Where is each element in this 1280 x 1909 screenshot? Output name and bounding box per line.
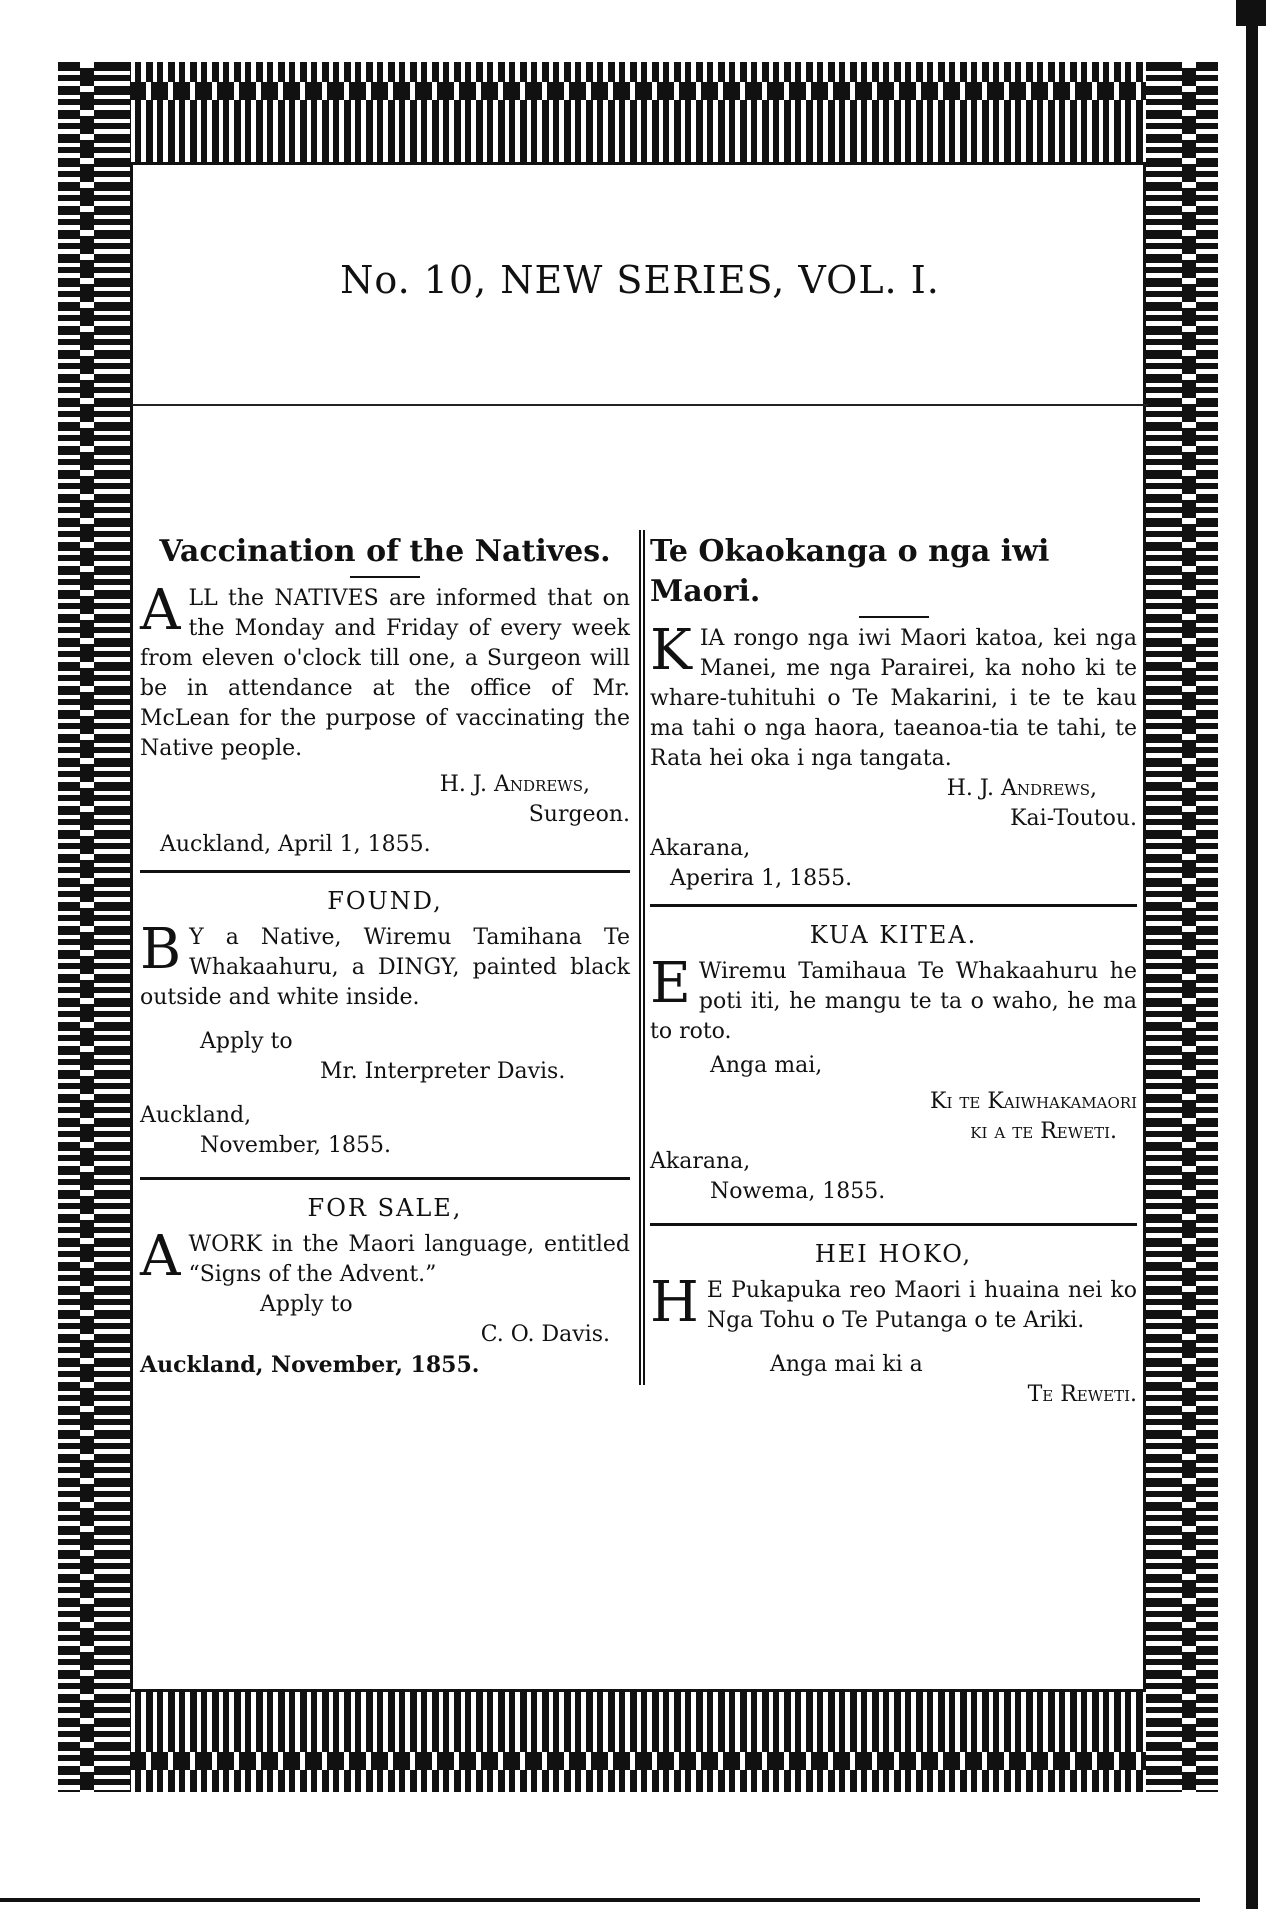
masthead-rule	[132, 404, 1148, 406]
date-maori: Aperira 1, 1855.	[670, 866, 853, 891]
page-edge-bottom	[0, 1898, 1200, 1902]
sale-notice	[140, 1224, 630, 1290]
column-divider	[639, 530, 645, 1385]
sale-body: WORK in the Maori language, entitled “Signs of the Advent.”	[188, 1232, 630, 1287]
found-contact-maori-2: ki a te Reweti.	[970, 1119, 1117, 1144]
sale-contact: C. O. Davis.	[480, 1322, 610, 1347]
sale-apply: Apply to	[260, 1292, 353, 1317]
place-date: Auckland, April 1, 1855.	[160, 832, 431, 857]
signer-maori: H. J. Andrews,	[946, 776, 1097, 801]
dropcap: A	[140, 1224, 181, 1289]
signer: H. J. Andrews,	[439, 772, 590, 797]
found-body: Y a Native, Wiremu Tamihana Te Whakaahuru, a DINGY, painted black outside and white inside.	[140, 925, 630, 1010]
dropcap: K	[650, 618, 692, 683]
found-contact: Mr. Interpreter Davis.	[320, 1059, 566, 1084]
section-rule	[650, 1223, 1137, 1226]
heading-rule	[350, 576, 420, 578]
found-apply: Apply to	[200, 1029, 293, 1054]
found-title-maori: KUA KITEA.	[809, 921, 978, 949]
dropcap: B	[140, 917, 182, 982]
place-maori: Akarana,	[650, 836, 751, 861]
heading-rule	[859, 616, 929, 618]
found-notice-maori	[650, 951, 1137, 1047]
border-bottom	[58, 1692, 1218, 1792]
vaccination-notice	[140, 578, 630, 764]
masthead: No. 10, NEW SERIES, VOL. I.	[340, 258, 940, 302]
found-date-maori: Nowema, 1855.	[710, 1179, 886, 1204]
found-place-maori: Akarana,	[650, 1149, 751, 1174]
found-apply-maori: Anga mai,	[710, 1053, 823, 1078]
sale-contact-maori: Te Reweti.	[1027, 1382, 1137, 1407]
dropcap: H	[650, 1270, 699, 1335]
border-top	[58, 62, 1218, 162]
sale-notice-maori	[650, 1270, 1137, 1336]
column-maori	[650, 532, 1137, 1410]
signer-role: Surgeon.	[528, 802, 630, 827]
border-right	[1146, 62, 1218, 1792]
dropcap: E	[650, 951, 691, 1016]
signer-role-maori: Kai-Toutou.	[1010, 806, 1137, 831]
section-rule	[650, 904, 1137, 907]
vaccination-heading-maori: Te Okaokanga o nga iwi Maori.	[650, 534, 1050, 609]
vaccination-notice-maori	[650, 618, 1137, 774]
found-date: November, 1855.	[200, 1133, 391, 1158]
found-place: Auckland,	[140, 1103, 252, 1128]
sale-title: FOR SALE,	[307, 1194, 463, 1222]
border-left	[58, 62, 130, 1792]
sale-place-date: Auckland, November, 1855.	[140, 1352, 480, 1378]
dropcap: A	[140, 578, 181, 643]
found-contact-maori-1: Ki te Kaiwhakamaori	[930, 1089, 1137, 1114]
found-title: FOUND,	[327, 887, 443, 915]
vaccination-body: LL the NATIVES are informed that on the Monday and Friday of every week from eleven o'clock till one, a Surgeon will be in attendance at the office of Mr. McLean for the purpose of vaccinating the Native people.	[140, 586, 630, 761]
found-notice	[140, 917, 630, 1013]
sale-body-maori: E Pukapuka reo Maori i huaina nei ko Nga Tohu o Te Putanga o te Ariki.	[706, 1278, 1137, 1333]
sale-title-maori: HEI HOKO,	[814, 1240, 973, 1268]
sale-apply-maori: Anga mai ki a	[770, 1352, 923, 1377]
section-rule	[140, 1177, 630, 1180]
vaccination-heading: Vaccination of the Natives.	[159, 534, 611, 569]
found-body-maori: Wiremu Tamihaua Te Whakaahuru he poti iti, he mangu te ta o waho, he ma to roto.	[650, 959, 1137, 1044]
section-rule	[140, 870, 630, 873]
column-english	[140, 532, 630, 1380]
vaccination-body-maori: IA rongo nga iwi Maori katoa, kei nga Manei, me nga Parairei, ka noho ki te whare-tuhituhi o Te Makarini, i te te kau ma tahi o nga haora, taeanoa-tia te tahi, te Rata hei oka i nga tangata.	[650, 626, 1137, 771]
